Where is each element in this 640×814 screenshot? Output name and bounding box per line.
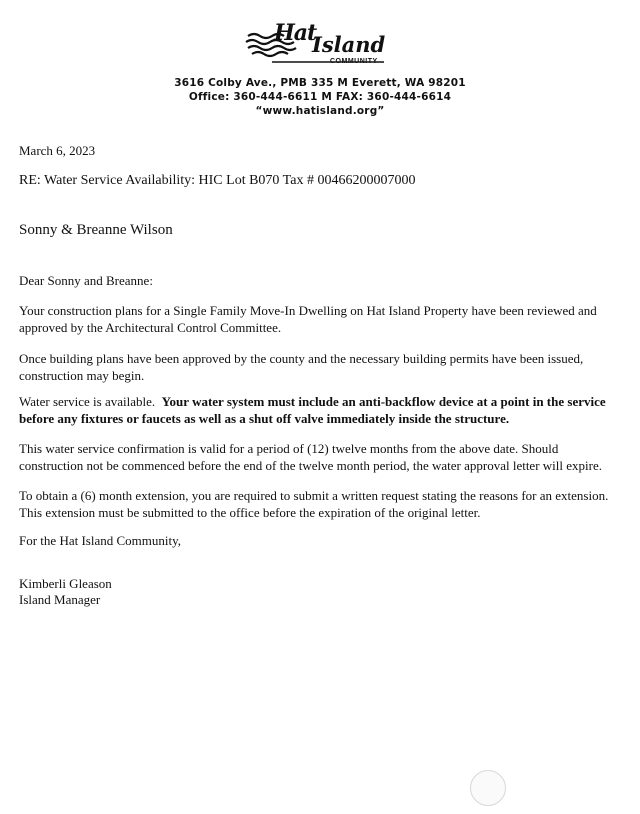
paragraph-3-plain: Water service is available.	[19, 394, 156, 409]
letter-paragraph-2: Once building plans have been approved by the county and the necessary building permits have been issued, construction may begin.	[19, 351, 584, 383]
letter-paragraph-5: To obtain a (6) month extension, you are required to submit a written request stating the reasons for an extension. This extension must be submitted to the office before the expiration of the original letter.	[19, 488, 609, 520]
letterhead-phone: Office: 360-444-6611 M FAX: 360-444-6614	[188, 91, 452, 103]
paragraph-3-bold-requirement: Your water system must include an anti-backflow device at a point in the service before any fixtures or faucets as well as a shut off valve immediately inside the structure.	[19, 394, 606, 426]
signer-title: Island Manager	[19, 592, 101, 607]
logo-text-island: Island	[312, 32, 386, 57]
letter-addressee: Sonny & Breanne Wilson	[19, 222, 173, 238]
letter-paragraph-3	[19, 393, 619, 427]
letterhead-address: 3616 Colby Ave., PMB 335 M Everett, WA 98201	[174, 77, 466, 89]
letter-paragraph-4: This water service confirmation is valid for a period of (12) twelve months from the above date. Should construction not be commenced before the end of the twelve month period, the water approval letter will expire.	[19, 441, 602, 473]
letter-salutation: Dear Sonny and Breanne:	[19, 273, 153, 288]
letter-subject: RE: Water Service Availability: HIC Lot B070 Tax # 00466200007000	[19, 173, 416, 188]
letterhead-website: “www.hatisland.org”	[255, 105, 385, 117]
logo-text-hat: Hat	[274, 20, 317, 46]
signer-name: Kimberli Gleason	[19, 576, 112, 591]
circle-mark	[470, 770, 506, 806]
logo-text-community: COMMUNITY	[330, 58, 378, 65]
letter-date: March 6, 2023	[19, 143, 96, 158]
letter-paragraph-1: Your construction plans for a Single Family Move-In Dwelling on Hat Island Property have been reviewed and approved by the Architectural Control Committee.	[19, 303, 597, 335]
hat-island-logo	[244, 22, 404, 74]
letter-closing: For the Hat Island Community,	[19, 533, 182, 548]
